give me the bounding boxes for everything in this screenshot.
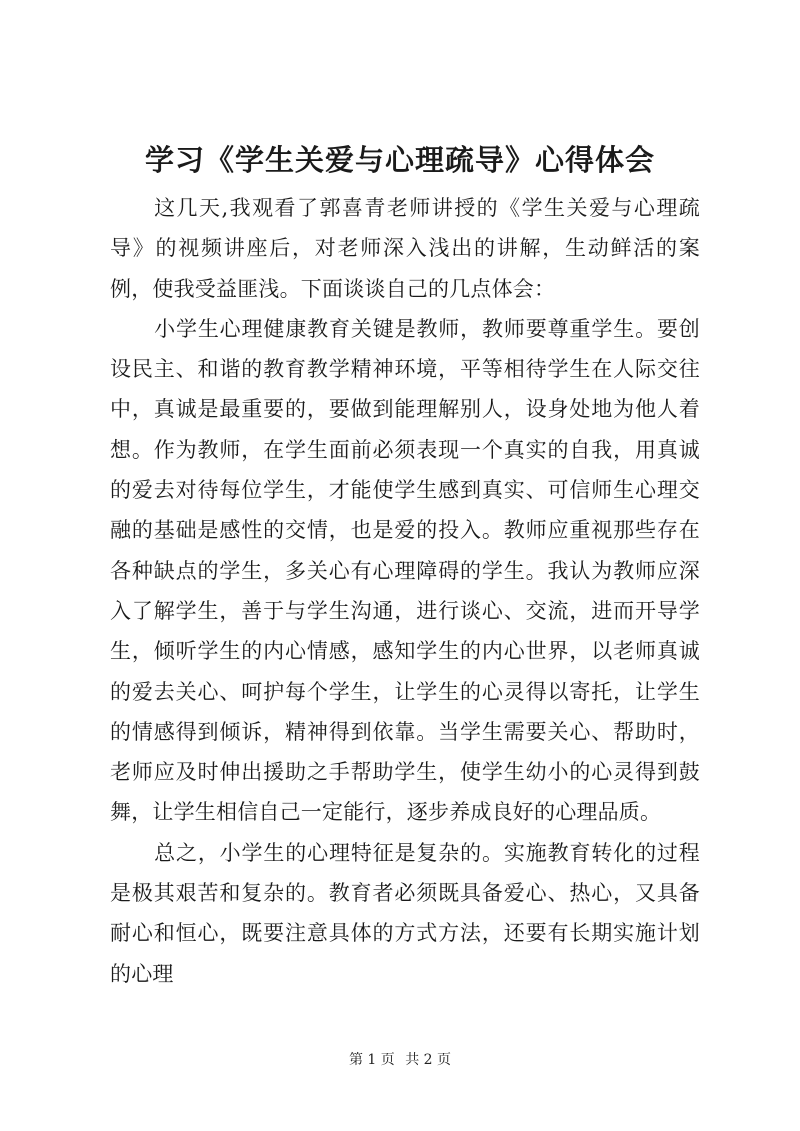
page-number: 第 1 页 [348,1052,395,1068]
document-body [110,188,700,994]
page-footer [0,1050,800,1070]
paragraph-intro: 这几天,我观看了郭喜青老师讲授的《学生关爱与心理疏导》的视频讲座后，对老师深入浅出的讲解，生动鲜活的案例，使我受益匪浅。下面谈谈自己的几点体会： [110,196,700,301]
page-total: 共 2 页 [405,1052,452,1068]
paragraph-summary: 总之，小学生的心理特征是复杂的。实施教育转化的过程是极其艰苦和复杂的。教育者必须既具备爱心、热心，又具备耐心和恒心，既要注意具体的方式方法，还要有长期实施计划的心理 [110,840,700,986]
document-title: 学习《学生关爱与心理疏导》心得体会 [144,143,655,177]
paragraph-teacher-respect: 小学生心理健康教育关键是教师，教师要尊重学生。要创设民主、和谐的教育教学精神环境，平等相待学生在人际交往中，真诚是最重要的，要做到能理解别人，设身处地为他人着想。作为教师，在学生面前必须表现一个真实的自我，用真诚的爱去对待每位学生，才能使学生感到真实、可信师生心理交融的基础是感性的交情，也是爱的投入。教师应重视那些存在各种缺点的学生，多关心有心理障碍的学生。我认为教师应深入了解学生，善于与学生沟通，进行谈心、交流，进而开导学生，倾听学生的内心情感，感知学生的内心世界，以老师真诚的爱去关心、呵护每个学生，让学生的心灵得以寄托，让学生的情感得到倾诉，精神得到依靠。当学生需要关心、帮助时，老师应及时伸出援助之手帮助学生，使学生幼小的心灵得到鼓舞，让学生相信自己一定能行，逐步养成良好的心理品质。 [110,316,700,825]
